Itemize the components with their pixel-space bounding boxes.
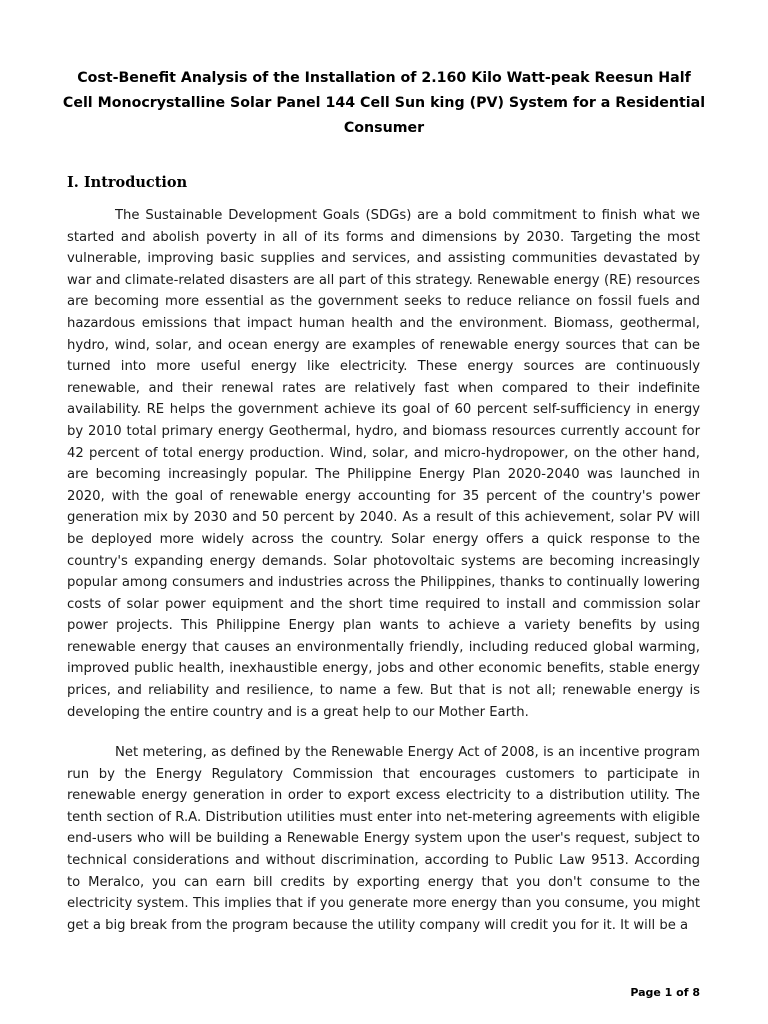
document-title: Cost-Benefit Analysis of the Installation of 2.160 Kilo Watt-peak Reesun Half Cell Monocrystalline Solar Panel 144 Cell Sun king (PV) System for a Residential Consumer bbox=[62, 70, 706, 136]
paragraph-net-metering: Net metering, as defined by the Renewable Energy Act of 2008, is an incentive program run by the Energy Regulatory Commission that encourages customers to participate in renewable energy generation in order to export excess electricity to a distribution utility. The tenth section of R.A. Distribution utilities must enter into net-metering agreements with eligible end-users who will be building a Renewable Energy system upon the user's request, subject to technical considerations and without discrimination, according to Public Law 9513. According to Meralco, you can earn bill credits by exporting energy that you don't consume to the electricity system. This implies that if you generate more energy than you consume, you might get a big break from the program because the utility company will credit you for it. It will be a bbox=[67, 745, 700, 933]
section-heading: I. Introduction bbox=[67, 174, 188, 191]
page-number: Page 1 of 8 bbox=[630, 986, 700, 999]
paragraph-introduction: The Sustainable Development Goals (SDGs) are a bold commitment to finish what we started and abolish poverty in all of its forms and dimensions by 2030. Targeting the most vulnerable, improving basic supplies and services, and assisting communities devastated by war and climate-related disasters are all part of this strategy. Renewable energy (RE) resources are becoming more essential as the government seeks to reduce reliance on fossil fuels and hazardous emissions that impact human health and the environment. Biomass, geothermal, hydro, wind, solar, and ocean energy are examples of renewable energy sources that can be turned into more useful energy like electricity. These energy sources are continuously renewable, and their renewal rates are relatively fast when compared to their indefinite availability. RE helps the government achieve its goal of 60 percent self-sufficiency in energy by 2010 total primary energy Geothermal, hydro, and biomass resources currently account for 42 percent of total energy production. Wind, solar, and micro-hydropower, on the other hand, are becoming increasingly popular. The Philippine Energy Plan 2020-2040 was launched in 2020, with the goal of renewable energy accounting for 35 percent of the country's power generation mix by 2030 and 50 percent by 2040. As a result of this achievement, solar PV will be deployed more widely across the country. Solar energy offers a quick response to the country's expanding energy demands. Solar photovoltaic systems are becoming increasingly popular among consumers and industries across the Philippines, thanks to continually lowering costs of solar power equipment and the short time required to install and commission solar power projects. This Philippine Energy plan wants to achieve a variety benefits by using renewable energy that causes an environmentally friendly, including reduced global warming, improved public health, inexhaustible energy, jobs and other economic benefits, stable energy prices, and reliability and resilience, to name a few. But that is not all; renewable energy is developing the entire country and is a great help to our Mother Earth. bbox=[67, 208, 700, 720]
